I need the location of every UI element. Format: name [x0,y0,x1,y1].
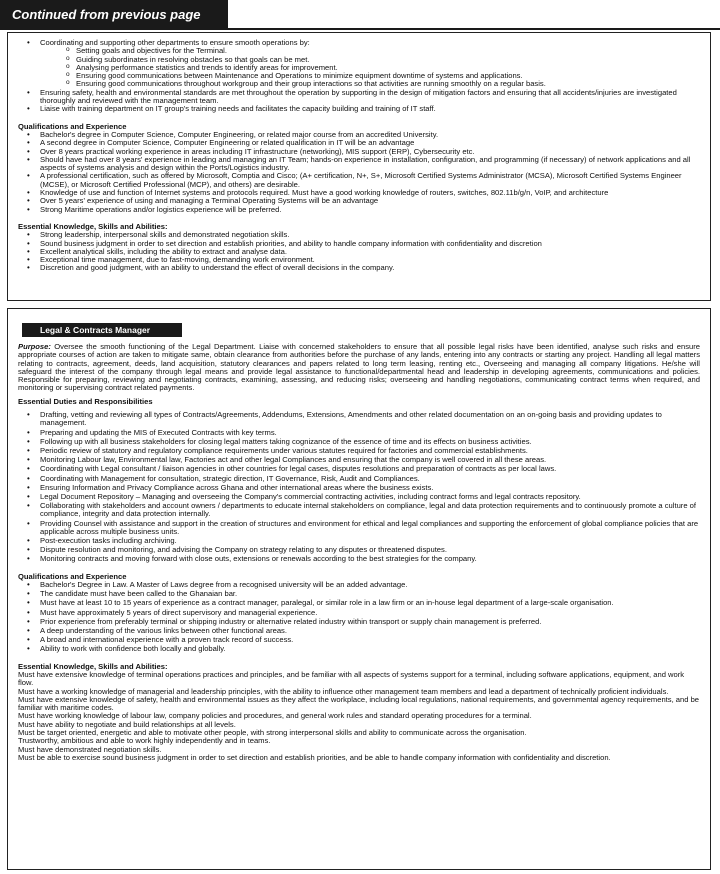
list-item: • Ensuring Information and Privacy Compliance across Ghana and other international areas where the business exists. [40,484,700,492]
list-item: • A second degree in Computer Science, Computer Engineering or related qualification in IT will be an advantage [40,139,700,147]
skill-line: Must be target oriented, energetic and able to motivate other people, with strong interpersonal skills and ability to communicate across the organisation. [18,727,527,737]
list-item: • Excellent analytical skills, including the ability to extract and analyse data. [40,248,700,256]
legal-duties-list [18,411,700,564]
list-item: • Discretion and good judgment, with an ability to understand the effect of overall decisions in the company. [40,264,700,272]
list-item: • Coordinating with Management for consultation, strategic direction, IT Governance, Risk, Audit and Compliances. [40,475,700,483]
list-item: • Prior experience from preferably terminal or shipping industry or alternative related industry within transport or supply chain management is preferred. [40,618,700,626]
list-item: • Over 8 years practical working experience in areas including IT infrastructure (networking), MIS support (ERP), Cybersecurity etc. [40,148,700,156]
list-item: • Strong Maritime operations and/or logistics experience will be preferred. [40,206,700,214]
list-item: • A broad and international experience with a proven track record of success. [40,636,700,644]
list-item: • Dispute resolution and monitoring, and advising the Company on strategy relating to any disputes or threatened disputes. [40,546,700,554]
section-title-bar [22,323,182,337]
skill-line: Must have extensive knowledge of terminal operations practices and principles, and be familiar with all aspects of systems support for a terminal, including software applications, equipment, and work flow. [18,669,685,688]
list-item: • Must have at least 10 to 15 years of experience as a contract manager, paralegal, or similar role in a law firm or an in-house legal department of a large-scale organisation. [40,599,700,607]
list-item: • Providing Counsel with assistance and support in the creation of structures and environment for ethical and legal compliances and supporting the enforcement of global compliance policies that are applicable across multiple business units. [40,520,700,537]
list-item: • Exceptional time management, due to fast-moving, demanding work environment. [40,256,700,264]
list-item: • Liaise with training department on IT group's training needs and facilitates the capacity building and training of IT staff. [40,105,700,113]
skill-line: Must have extensive knowledge of safety, health and environmental issues as they affect the workplace, including local regulations, national requirements, and governmental agency requirements, and be familiar with maritime codes. [18,694,700,713]
skills-heading: Essential Knowledge, Skills and Abilities: [18,221,168,231]
list-item: • Bachelor's Degree in Law. A Master of Laws degree from a recognised university will be an added advantage. [40,581,700,589]
list-item: • A professional certification, such as offered by Microsoft, Comptia and Cisco; (A+ certification, N+, S+, Microsoft Certified Systems Administrator (MCSA), Microsoft Certified Systems Engineer (MCSE), or Microsoft Certified Professional (MCP), and others) are desirable. [40,172,700,189]
list-item: • The candidate must have been called to the Ghanaian bar. [40,590,700,598]
list-item: • Periodic review of statutory and regulatory compliance requirements under various statutes required for factories and commercial establishments. [40,447,700,455]
purpose-label: Purpose: [18,342,51,351]
qualifications-list [18,131,700,214]
list-item: • Sound business judgment in order to set direction and establish priorities, and ability to handle company information with confidentiality and discretion [40,240,700,248]
list-item: o Analysing performance statistics and trends to identify areas for improvement. [76,64,700,72]
list-item: • Bachelor's degree in Computer Science, Computer Engineering, or related major course from an accredited University. [40,131,700,139]
banner-text: Continued from previous page [12,7,201,22]
continued-banner [0,0,228,30]
skill-line: Must have a working knowledge of managerial and leadership principles, with the ability to influence other management team members and lead a department of technically proficient individuals. [18,686,669,696]
purpose-paragraph [18,343,700,393]
duty-text: Coordinating and supporting other departments to ensure smooth operations by: [40,38,310,47]
legal-qualifications-list [18,581,700,654]
skill-line: Trustworthy, ambitious and able to work highly independently and in teams. [18,736,271,746]
section-title: Legal & Contracts Manager [40,325,151,335]
list-item: o Guiding subordinates in resolving obstacles so that goals can be met. [76,56,700,64]
purpose-text: Oversee the smooth functioning of the Legal Department. Liaise with concerned stakeholders to ensure that all possible legal risks have been identified, analyse such risks and ensure appropriate courses of action are taken to mitigate same, obtain clearance from authorities before the purchase of any lands, entering into any contracts or starting any project. Handling all legal matters relating to contracts, agreement, deeds, land acquisition, statutory clearances and papers related to long term leasing, renting etc., Overseeing and managing all company litigations. He/she will safeguard the interest of the company through legal means and provide legal assistance to functional/departmental head and leadership in developing agreements, communications and policies. Responsible for preparing, reviewing and negotiating contracts, examining, assessing, and reducing risks; overseeing and handling negotiations, communicating contract terms when required, and monitoring or supervising contract related payments. [18,342,700,393]
list-item: • Monitoring contracts and moving forward with close outs, extensions or renewals according to the best strategies for the company. [40,555,700,563]
list-item: • A deep understanding of the various links between other functional areas. [40,627,700,635]
top-rule [0,28,720,30]
list-item: o Ensuring good communications throughout workgroup and their group interactions so that activities are running smoothly on a regular basis. [76,80,700,88]
list-item: • Preparing and updating the MIS of Executed Contracts with key terms. [40,429,700,437]
list-item: • Monitoring Labour law, Environmental law, Factories act and other legal Compliances and ensuring that the company is well covered in all these areas. [40,456,700,464]
legal-skills-block [18,671,700,762]
duties-heading: Essential Duties and Responsibilities [18,396,153,406]
previous-role-content [18,39,700,273]
list-item: • Should have had over 8 years' experience in leading and managing an IT Team; hands-on experience in installation, configuration, and programming (if necessary) of network applications and all aspects of systems analysis and design within the Ports/Logistics industry. [40,156,700,173]
list-item [40,39,700,89]
list-item: • Must have approximately 5 years of direct supervisory and managerial experience. [40,609,700,617]
previous-role-box [7,32,711,301]
skill-line: Must have ability to negotiate and build relationships at all levels. [18,719,236,729]
list-item: o Setting goals and objectives for the Terminal. [76,47,700,55]
list-item: • Post-execution tasks including archiving. [40,537,700,545]
list-item: • Legal Document Repository – Managing and overseeing the Company's commercial contracting activities, including contract forms and legal contracts repository. [40,493,700,501]
skill-line: Must be able to exercise sound business judgment in order to set direction and establish priorities, and be able to handle company information with confidentiality and discretion. [18,752,611,762]
list-item: o Ensuring good communications between Maintenance and Operations to minimize equipment downtime of systems and applications. [76,72,700,80]
legal-skills-heading: Essential Knowledge, Skills and Abilities: [18,661,168,671]
skill-line: Must have working knowledge of labour law, company policies and procedures, and general work rules and standard operating procedures for a terminal. [18,711,532,721]
list-item: • Coordinating with Legal consultant / liaison agencies in other countries for legal cases, disputes resolutions and preparation of contracts as per local laws. [40,465,700,473]
sub-duties-list [40,47,700,88]
list-item: • Collaborating with stakeholders and account owners / departments to educate internal stakeholders on compliance, legal and data protection requirements and to continuously promote a culture of compliance, integrity and data protection internally. [40,502,700,519]
list-item: • Following up with all business stakeholders for closing legal matters taking cognizance of the essence of time and its effects on business activities. [40,438,700,446]
legal-qualifications-heading: Qualifications and Experience [18,571,127,581]
list-item: • Knowledge of use and function of Internet systems and protocols required. Must have a good working knowledge of routers, switches, 802.11b/g/n, VoIP, and architecture [40,189,700,197]
legal-content [18,343,700,762]
list-item: • Over 5 years' experience of using and managing a Terminal Operating Systems will be an advantage [40,197,700,205]
duties-list [18,39,700,114]
skill-line: Must have demonstrated negotiation skills. [18,744,162,754]
skills-list [18,231,700,272]
list-item: • Drafting, vetting and reviewing all types of Contracts/Agreements, Addendums, Extensions, Amendments and other related documentation on an on-going basis and providing updates to management. [40,411,700,428]
list-item: • Ensuring safety, health and environmental standards are met throughout the operation by supporting in the design of mitigation factors and ensuring that all accidents/injuries are investigated thoroughly and reviewed with the management team. [40,89,700,106]
list-item: • Ability to work with confidence both locally and globally. [40,645,700,653]
qualifications-heading: Qualifications and Experience [18,121,127,131]
legal-contracts-manager-box [7,308,711,870]
list-item: • Strong leadership, interpersonal skills and demonstrated negotiation skills. [40,231,700,239]
